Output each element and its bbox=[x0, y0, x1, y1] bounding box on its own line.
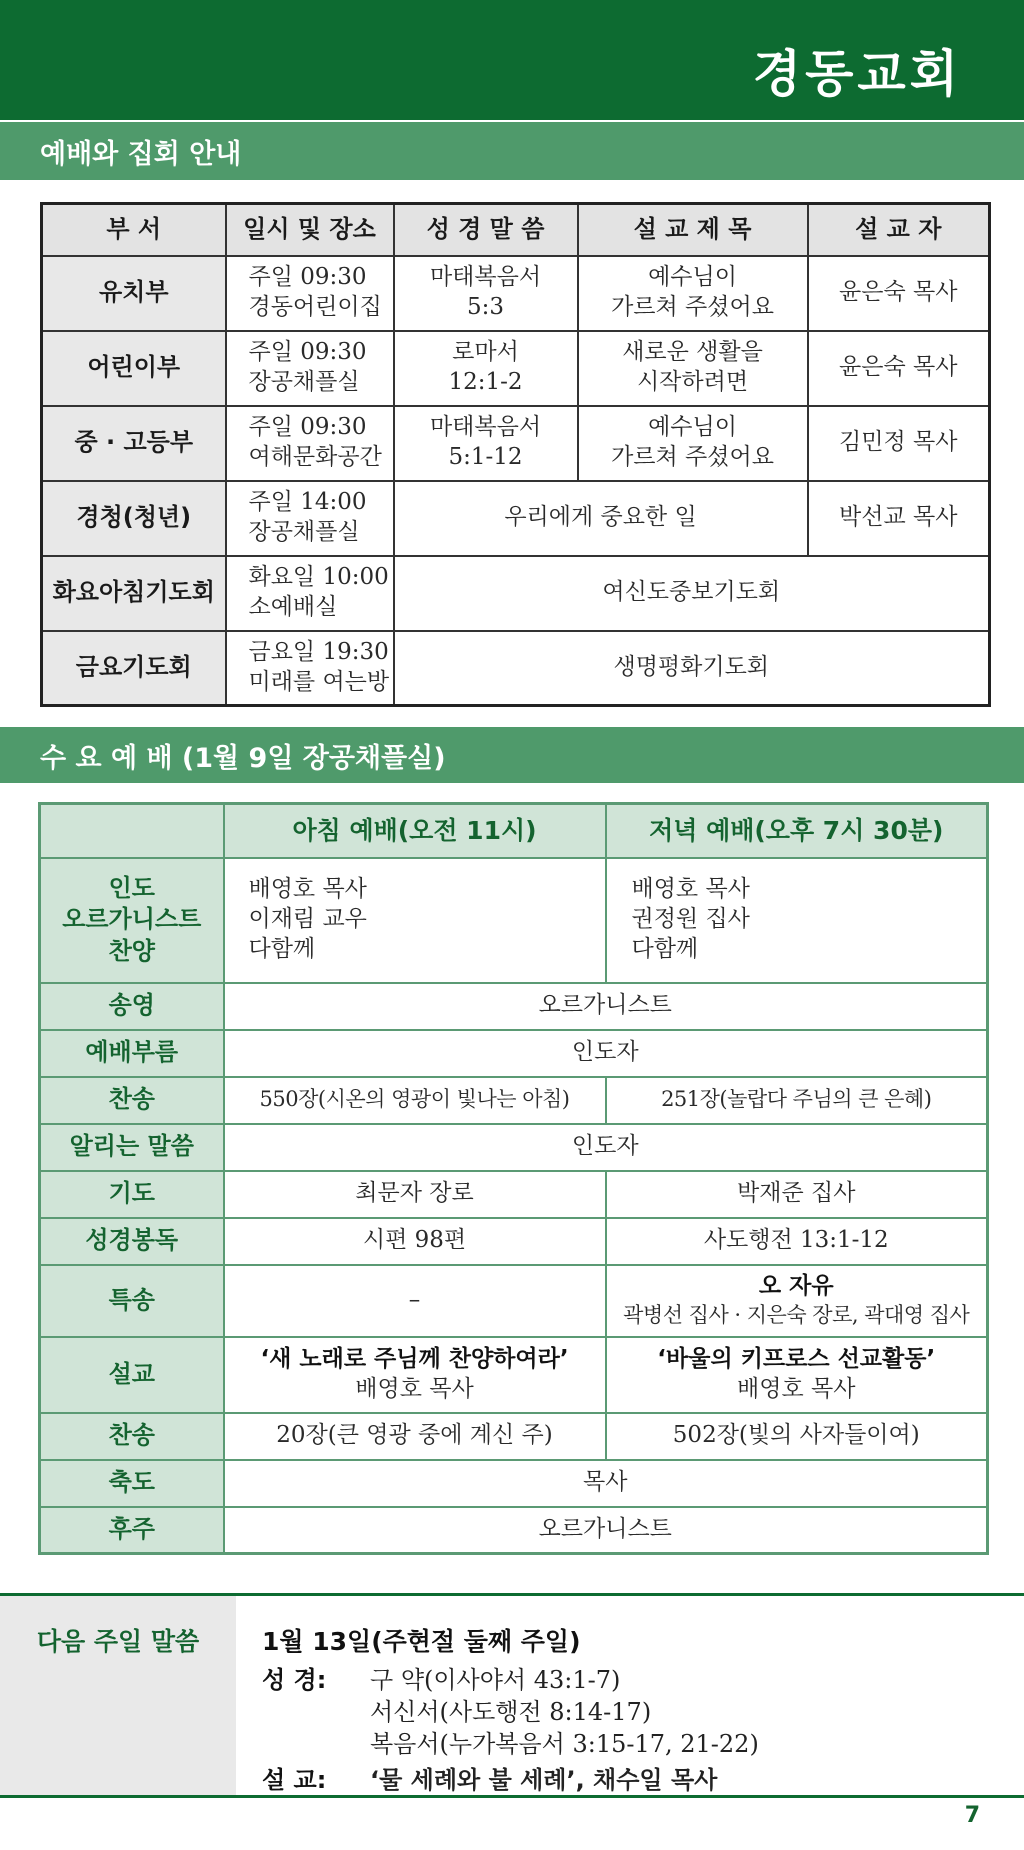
table-row bbox=[40, 1337, 988, 1413]
place-text: 소예배실 bbox=[248, 594, 338, 620]
table-row bbox=[42, 481, 990, 556]
label-cell: 후주 bbox=[40, 1507, 224, 1554]
table-row bbox=[40, 1507, 988, 1554]
evening-value-cell: 251장(놀랍다 주님의 큰 은혜) bbox=[606, 1077, 988, 1124]
time-place-cell bbox=[226, 406, 394, 481]
scripture-book: 마태복음서 bbox=[429, 414, 542, 441]
title-cell bbox=[578, 331, 808, 406]
col-header-preacher: 설 교 자 bbox=[808, 204, 990, 256]
table-row bbox=[40, 858, 988, 983]
table-row bbox=[42, 256, 990, 331]
title-line1: 새로운 생활을 bbox=[622, 339, 763, 366]
scripture-verse: 5:1-12 bbox=[448, 444, 523, 470]
role-label-praise: 찬양 bbox=[108, 936, 155, 965]
evening-sermon-preacher: 배영호 목사 bbox=[737, 1375, 856, 1402]
page-number: 7 bbox=[964, 1803, 980, 1828]
morning-value-cell: 최문자 장로 bbox=[224, 1171, 606, 1218]
dept-cell: 금요기도회 bbox=[42, 631, 226, 706]
role-label-organist: 오르가니스트 bbox=[62, 905, 202, 934]
place-text: 장공채플실 bbox=[248, 369, 360, 395]
time-text: 주일 09:30 bbox=[248, 339, 367, 366]
special-song-singers: 곽병선 집사 · 지은숙 장로, 곽대영 집사 bbox=[623, 1302, 970, 1327]
time-text: 금요일 19:30 bbox=[248, 638, 389, 665]
place-text: 여해문화공간 bbox=[248, 444, 382, 470]
time-place-cell bbox=[226, 556, 394, 631]
dept-cell: 유치부 bbox=[42, 256, 226, 331]
evening-sermon-cell bbox=[606, 1337, 988, 1413]
time-place-cell bbox=[226, 331, 394, 406]
table-row bbox=[40, 1077, 988, 1124]
evening-organist: 권정원 집사 bbox=[631, 906, 750, 933]
next-sermon: ‘물 세례와 불 세례’, 채수일 목사 bbox=[370, 1766, 718, 1794]
morning-value-cell: 20장(큰 영광 중에 계신 주) bbox=[224, 1413, 606, 1460]
preacher-cell: 박선교 목사 bbox=[808, 481, 990, 556]
preacher-cell: 김민정 목사 bbox=[808, 406, 990, 481]
morning-organist: 이재림 교우 bbox=[248, 906, 367, 933]
value-cell: 오르가니스트 bbox=[224, 1507, 988, 1554]
section-title-services: 예배와 집회 안내 bbox=[0, 122, 1024, 180]
label-cell: 송영 bbox=[40, 983, 224, 1030]
corner-cell bbox=[40, 804, 224, 858]
table-header-row bbox=[40, 804, 988, 858]
title-cell bbox=[578, 406, 808, 481]
gospel-reading: 복음서(누가복음서 3:15-17, 21-22) bbox=[370, 1730, 759, 1758]
scripture-cell bbox=[394, 256, 578, 331]
table-header-row bbox=[42, 204, 990, 256]
morning-sermon-preacher: 배영호 목사 bbox=[355, 1375, 474, 1402]
evening-value-cell: 박재준 집사 bbox=[606, 1171, 988, 1218]
table-row bbox=[40, 1265, 988, 1337]
evening-leader: 배영호 목사 bbox=[631, 876, 750, 903]
time-place-cell bbox=[226, 256, 394, 331]
time-text: 화요일 10:00 bbox=[248, 564, 389, 591]
scripture-verse: 12:1-2 bbox=[448, 369, 523, 395]
dept-cell: 화요아침기도회 bbox=[42, 556, 226, 631]
table-row bbox=[40, 983, 988, 1030]
table-row bbox=[40, 1030, 988, 1077]
value-cell: 인도자 bbox=[224, 1030, 988, 1077]
label-cell: 설교 bbox=[40, 1337, 224, 1413]
label-cell: 특송 bbox=[40, 1265, 224, 1337]
scripture-cell bbox=[394, 331, 578, 406]
dept-cell: 경청(청년) bbox=[42, 481, 226, 556]
evening-special-cell bbox=[606, 1265, 988, 1337]
label-cell: 축도 bbox=[40, 1460, 224, 1507]
evening-sermon-title: ‘바울의 키프로스 선교활동’ bbox=[657, 1345, 936, 1372]
col-header-dept: 부 서 bbox=[42, 204, 226, 256]
table-row bbox=[42, 556, 990, 631]
place-text: 장공채플실 bbox=[248, 519, 360, 545]
title-line2: 가르쳐 주셨어요 bbox=[611, 294, 774, 320]
dept-cell: 중 · 고등부 bbox=[42, 406, 226, 481]
evening-praise: 다함께 bbox=[631, 935, 699, 962]
label-cell: 찬송 bbox=[40, 1413, 224, 1460]
time-place-cell bbox=[226, 631, 394, 706]
col-header-time: 일시 및 장소 bbox=[226, 204, 394, 256]
evening-roles-cell bbox=[606, 858, 988, 983]
value-cell: 목사 bbox=[224, 1460, 988, 1507]
section-title-wednesday: 수 요 예 배 (1월 9일 장공채플실) bbox=[0, 727, 1024, 783]
col-header-scripture: 성 경 말 씀 bbox=[394, 204, 578, 256]
label-cell: 예배부름 bbox=[40, 1030, 224, 1077]
roles-label-cell bbox=[40, 858, 224, 983]
table-row bbox=[40, 1460, 988, 1507]
table-row bbox=[42, 331, 990, 406]
morning-value-cell: 550장(시온의 영광이 빛나는 아침) bbox=[224, 1077, 606, 1124]
morning-value-cell: 시편 98편 bbox=[224, 1218, 606, 1265]
next-sunday-date: 1월 13일(주현절 둘째 주일) bbox=[262, 1627, 581, 1656]
place-text: 경동어린이집 bbox=[248, 294, 382, 320]
label-cell: 알리는 말씀 bbox=[40, 1124, 224, 1171]
merged-title-cell: 우리에게 중요한 일 bbox=[394, 481, 808, 556]
preacher-cell: 윤은숙 목사 bbox=[808, 331, 990, 406]
table-row bbox=[42, 406, 990, 481]
morning-value-cell: – bbox=[224, 1265, 606, 1337]
value-cell: 인도자 bbox=[224, 1124, 988, 1171]
value-cell: 오르가니스트 bbox=[224, 983, 988, 1030]
morning-leader: 배영호 목사 bbox=[248, 876, 367, 903]
evening-header: 저녁 예배(오후 7시 30분) bbox=[606, 804, 988, 858]
col-header-title: 설 교 제 목 bbox=[578, 204, 808, 256]
label-cell: 기도 bbox=[40, 1171, 224, 1218]
table-row bbox=[40, 1171, 988, 1218]
wednesday-service-table bbox=[38, 802, 989, 1555]
morning-roles-cell bbox=[224, 858, 606, 983]
table-row bbox=[40, 1124, 988, 1171]
header-band bbox=[0, 0, 1024, 120]
time-text: 주일 09:30 bbox=[248, 264, 367, 291]
epistle-reading: 서신서(사도행전 8:14-17) bbox=[370, 1698, 652, 1726]
label-cell: 성경봉독 bbox=[40, 1218, 224, 1265]
dept-cell: 어린이부 bbox=[42, 331, 226, 406]
table-row bbox=[40, 1218, 988, 1265]
title-cell bbox=[578, 256, 808, 331]
morning-sermon-title: ‘새 노래로 주님께 찬양하여라’ bbox=[260, 1345, 569, 1372]
table-row bbox=[40, 1413, 988, 1460]
next-sunday-label: 다음 주일 말씀 bbox=[36, 1627, 200, 1656]
scripture-book: 마태복음서 bbox=[429, 264, 542, 291]
label-cell: 찬송 bbox=[40, 1077, 224, 1124]
scripture-book: 로마서 bbox=[452, 339, 519, 366]
morning-praise: 다함께 bbox=[248, 935, 316, 962]
scripture-cell bbox=[394, 406, 578, 481]
morning-sermon-cell bbox=[224, 1337, 606, 1413]
merged-title-cell: 여신도중보기도회 bbox=[394, 556, 990, 631]
old-testament: 구 약(이사야서 43:1-7) bbox=[370, 1666, 621, 1694]
divider-bottom bbox=[0, 1795, 1024, 1798]
scripture-verse: 5:3 bbox=[466, 294, 504, 320]
place-text: 미래를 여는방 bbox=[248, 668, 390, 695]
church-name: 경동교회 bbox=[752, 44, 962, 103]
title-line1: 예수님이 bbox=[648, 414, 737, 441]
sermon-key: 설 교: bbox=[262, 1766, 327, 1794]
time-place-cell bbox=[226, 481, 394, 556]
scripture-key: 성 경: bbox=[262, 1666, 327, 1694]
services-table bbox=[40, 202, 991, 707]
next-sunday-section bbox=[0, 1596, 1024, 1795]
evening-value-cell: 502장(빛의 사자들이여) bbox=[606, 1413, 988, 1460]
time-text: 주일 14:00 bbox=[248, 489, 367, 516]
title-line2: 가르쳐 주셨어요 bbox=[611, 444, 774, 470]
next-sermon-line bbox=[262, 1760, 717, 1795]
title-line2: 시작하려면 bbox=[636, 369, 749, 395]
role-label-leader: 인도 bbox=[108, 874, 155, 903]
title-line1: 예수님이 bbox=[648, 264, 737, 291]
merged-title-cell: 생명평화기도회 bbox=[394, 631, 990, 706]
morning-header: 아침 예배(오전 11시) bbox=[224, 804, 606, 858]
table-row bbox=[42, 631, 990, 706]
time-text: 주일 09:30 bbox=[248, 414, 367, 441]
evening-value-cell: 사도행전 13:1-12 bbox=[606, 1218, 988, 1265]
next-scripture-line bbox=[262, 1660, 620, 1695]
preacher-cell: 윤은숙 목사 bbox=[808, 256, 990, 331]
special-song-title: 오 자유 bbox=[758, 1272, 834, 1299]
